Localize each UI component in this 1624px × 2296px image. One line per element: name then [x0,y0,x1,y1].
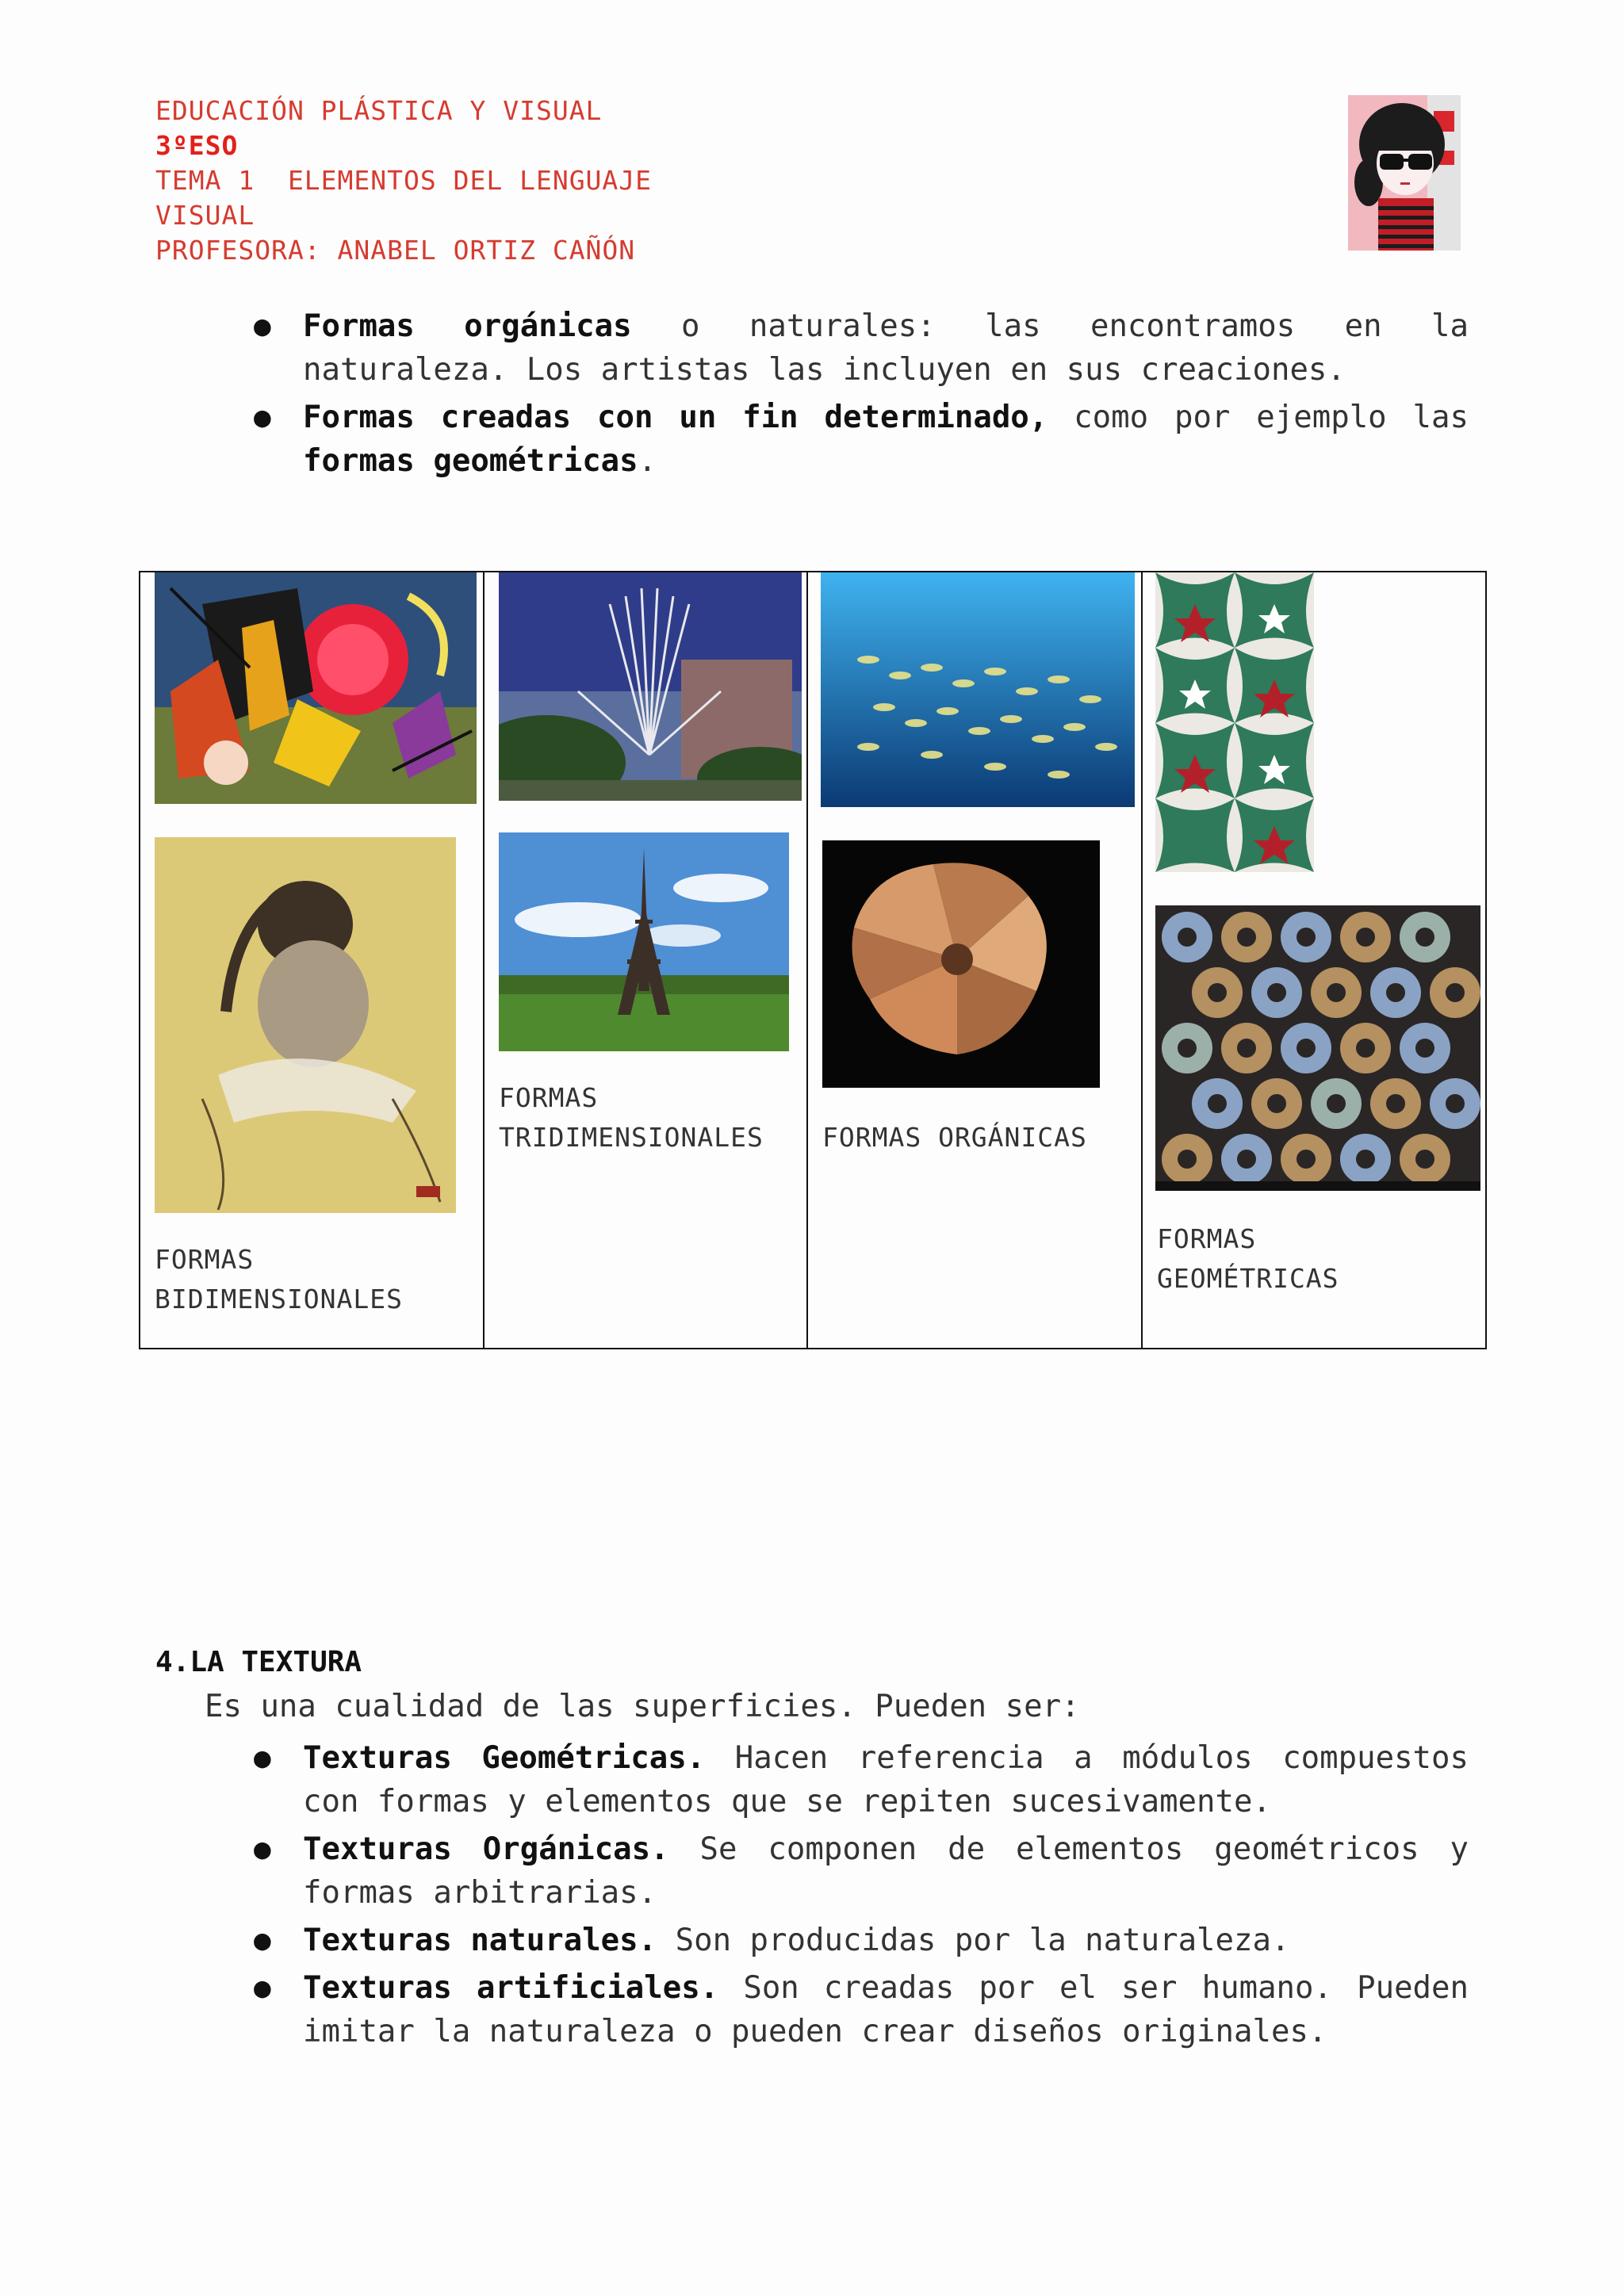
column-three-dimensional [483,572,808,1348]
teacher-avatar-illustration [1348,95,1461,251]
term-description: o naturales: las encontramos en la naturaleza. Los artistas las incluyen en sus creaciones. [303,308,1469,388]
list-item [0,1736,1469,1823]
caption-line: FORMAS ORGÁNICAS [822,1122,1087,1153]
term-artificial-textures: Texturas artificiales. [303,1970,719,2006]
column-two-dimensional [140,572,483,1348]
caption-geometric [1157,1219,1339,1299]
bullet-icon: ● [254,1742,271,1774]
course-label: 3ºESO [155,130,239,161]
term-geometric-forms: formas geométricas [303,443,638,479]
forms-image-table [139,571,1487,1349]
star-tile-pattern-image [1155,572,1314,872]
list-item [0,304,1469,392]
teacher-name: PROFESORA: ANABEL ORTIZ CAÑÓN [155,235,636,266]
column-geometric [1141,572,1488,1348]
term-organic-textures: Texturas Orgánicas. [303,1831,669,1867]
term-description: Son creadas por el ser humano. Pueden imitar la naturaleza o pueden crear diseños originales. [303,1970,1469,2049]
bullet-icon: ● [254,401,271,434]
section-heading: 4.LA TEXTURA [155,1646,362,1678]
fish-school-photo-image [821,572,1135,807]
topic-title-line1: TEMA 1 ELEMENTOS DEL LENGUAJE [155,165,653,196]
caption-two-dimensional [155,1240,403,1319]
list-item [0,1966,1469,2053]
sculpture-photo-image [499,572,802,801]
caption-line: GEOMÉTRICAS [1157,1263,1339,1294]
bullet-icon: ● [254,1924,271,1957]
document-header [155,94,1345,268]
term-description: como por ejemplo las [1048,400,1469,435]
term-organic-forms: Formas orgánicas [303,308,632,344]
mosaic-tile-pattern-image [1155,905,1480,1191]
subject-title: EDUCACIÓN PLÁSTICA Y VISUAL [155,95,603,126]
caption-line: TRIDIMENSIONALES [499,1122,764,1153]
bullet-icon: ● [254,310,271,342]
ballerina-painting-image [155,837,456,1213]
section-intro-text: Es una cualidad de las superficies. Pueden ser: [205,1689,1080,1724]
term-description: Hacen referencia a módulos compuestos con formas y elementos que se repiten sucesivamente. [303,1740,1469,1820]
nautilus-shell-photo-image [822,840,1100,1088]
bullet-icon: ● [254,1833,271,1866]
bullet-icon: ● [254,1972,271,2004]
caption-three-dimensional [499,1078,764,1158]
forms-bullet-list [0,304,1469,487]
column-organic [806,572,1143,1348]
caption-line: FORMAS [155,1244,255,1275]
list-item [0,396,1469,483]
list-item [0,1827,1469,1915]
caption-line: FORMAS [1157,1223,1257,1254]
term-description: Son producidas por la naturaleza. [657,1923,1290,1958]
eiffel-tower-photo-image [499,832,789,1051]
term-description: Se componen de elementos geométricos y formas arbitrarias. [303,1831,1469,1911]
term-geometric-textures: Texturas Geométricas. [303,1740,706,1776]
abstract-painting-image [155,572,477,804]
list-item [0,1919,1469,1962]
term-description-end: . [638,443,657,479]
textures-bullet-list [0,1736,1469,2057]
caption-line: BIDIMENSIONALES [155,1284,404,1314]
caption-organic [822,1118,1087,1158]
term-purpose-forms: Formas creadas con un fin determinado, [303,400,1048,435]
topic-title-line2: VISUAL [155,200,255,231]
term-natural-textures: Texturas naturales. [303,1923,657,1958]
caption-line: FORMAS [499,1082,599,1113]
